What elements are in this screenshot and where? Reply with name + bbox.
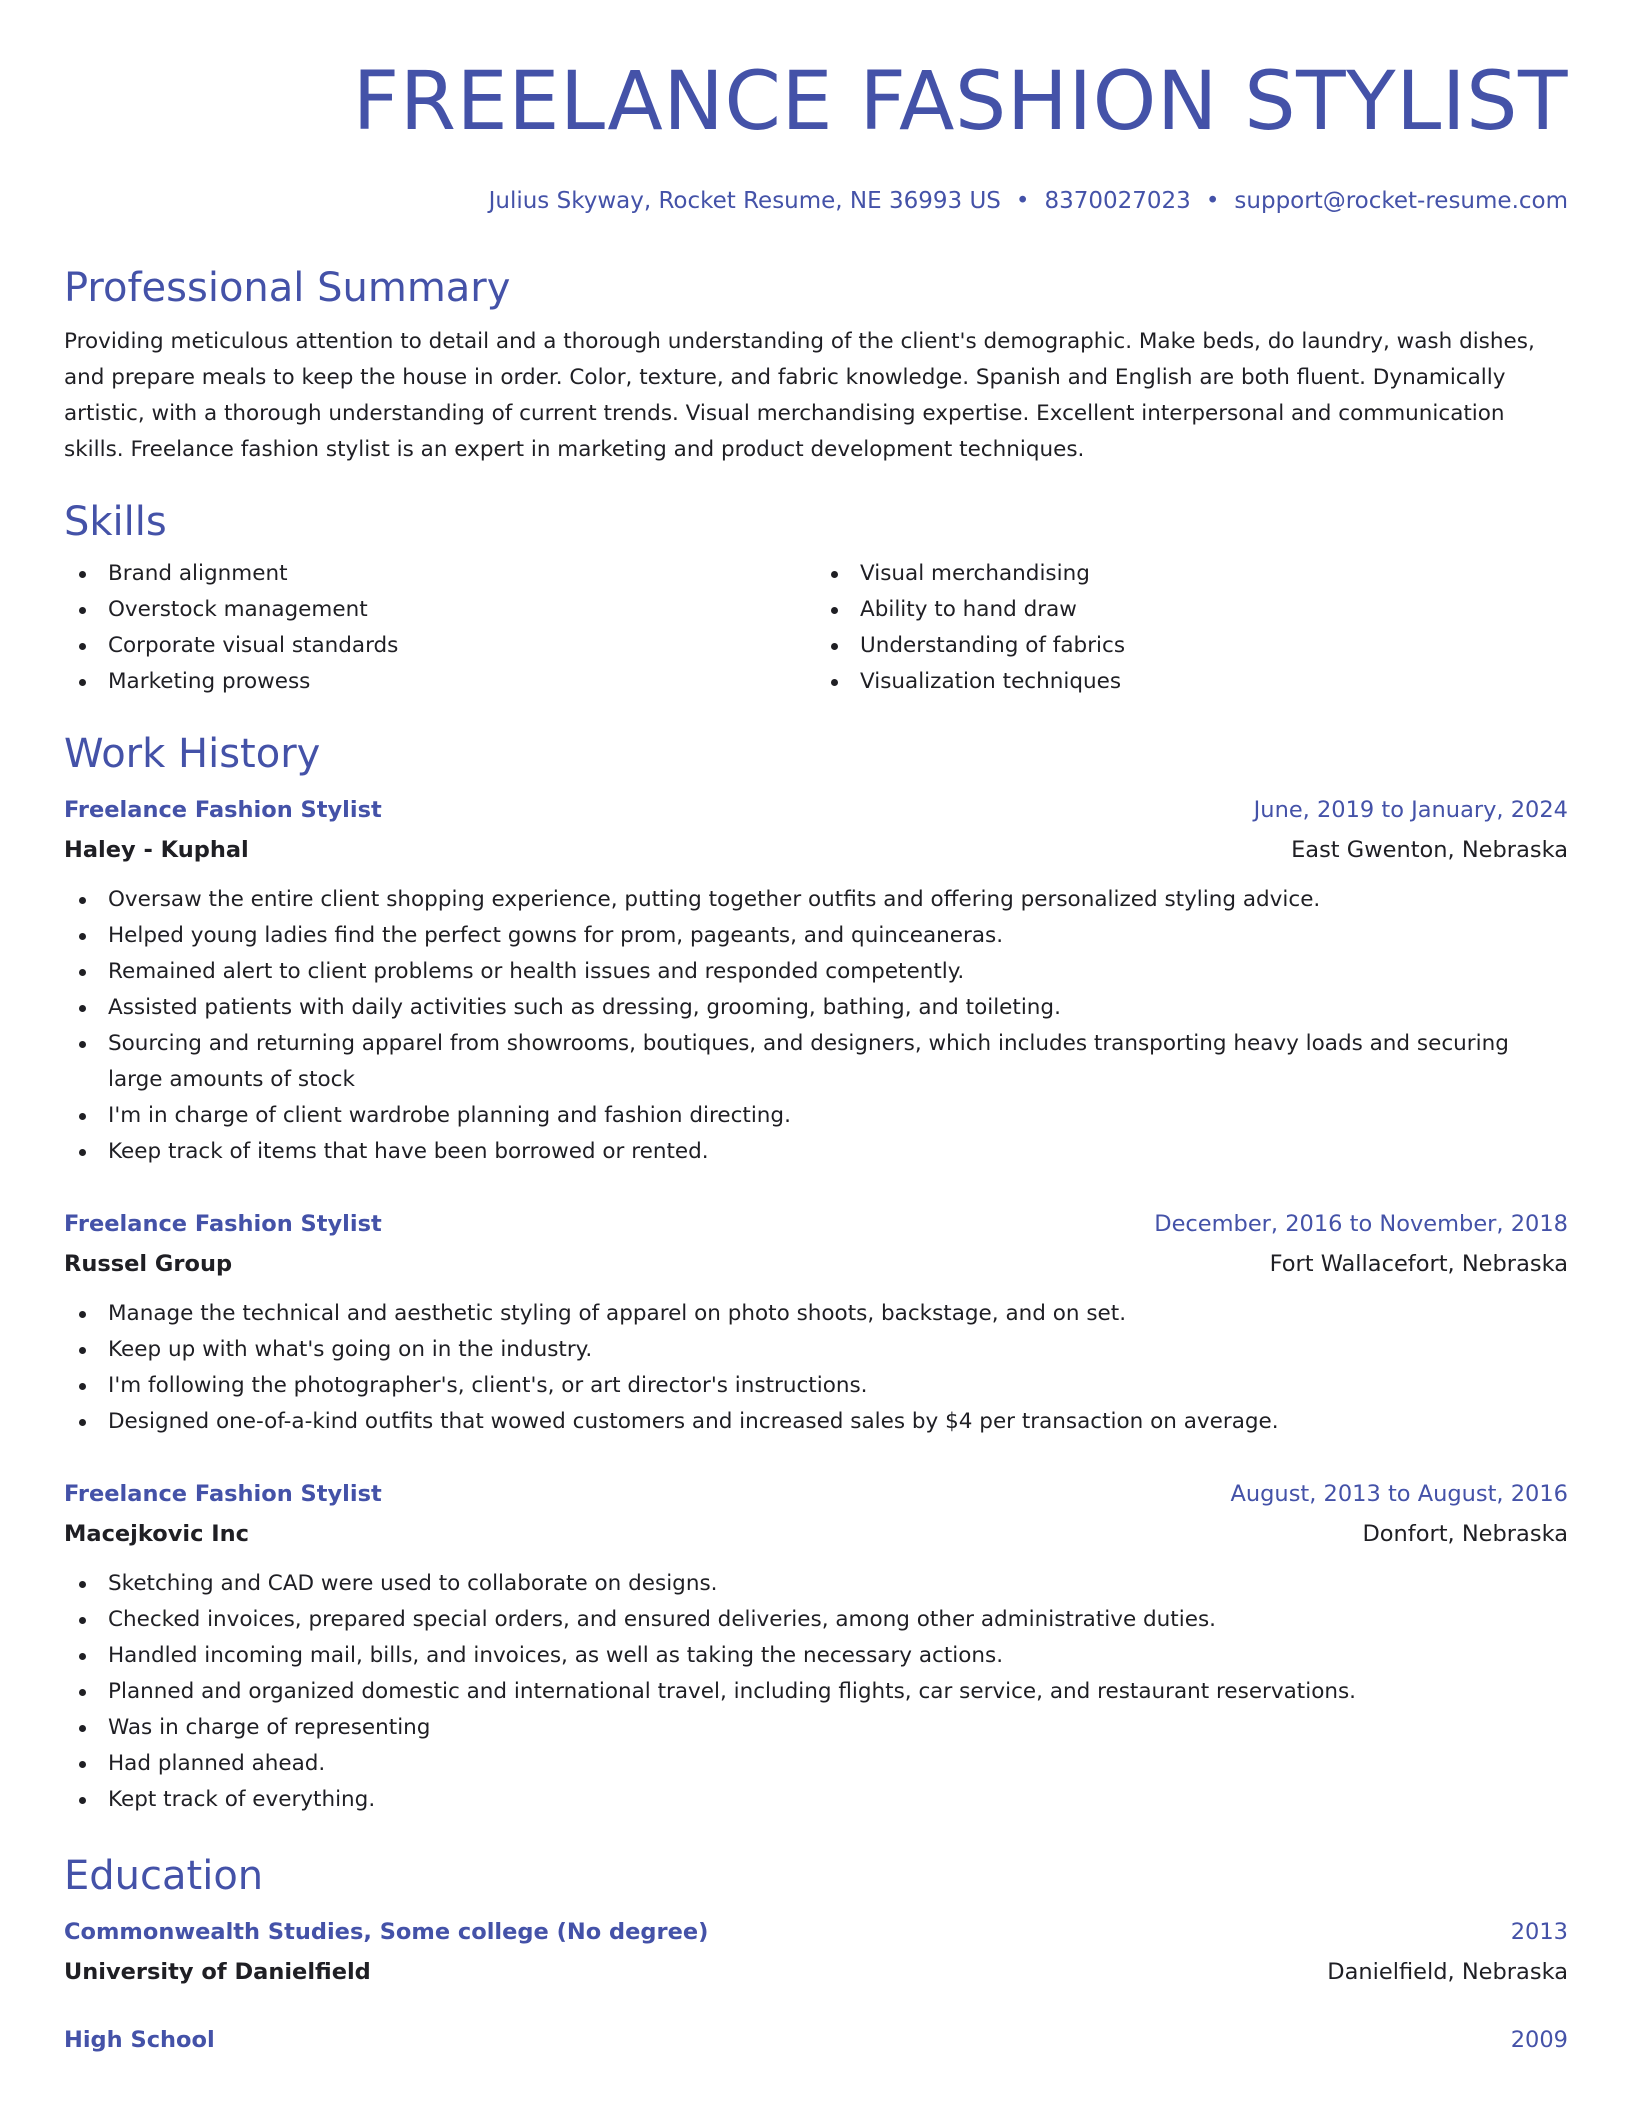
education-heading: Education — [64, 1853, 264, 1899]
job-bullet: Assisted patients with daily activities such as dressing, grooming, bathing, and toileting. — [64, 990, 1568, 1026]
job-bullet: Checked invoices, prepared special orders, and ensured deliveries, among other administrative duties. — [64, 1602, 1568, 1638]
skills-section — [64, 498, 1568, 700]
job-dates: December, 2016 to November, 2018 — [1154, 1211, 1568, 1237]
skills-column-right — [816, 556, 1568, 700]
education-section — [64, 1852, 1568, 2058]
job-title: Freelance Fashion Stylist — [64, 797, 382, 823]
job-bullet: I'm in charge of client wardrobe planning and fashion directing. — [64, 1098, 1568, 1134]
contact-phone: 8370027023 — [1044, 188, 1191, 214]
contact-address: Julius Skyway, Rocket Resume, NE 36993 US — [488, 188, 1001, 214]
job-bullet: Handled incoming mail, bills, and invoices, as well as taking the necessary actions. — [64, 1638, 1568, 1674]
summary-text: Providing meticulous attention to detail and a thorough understanding of the client's demographic. Make beds, do laundry, wash dishes, and prepare meals to keep the house in order. Color, texture, and fabric knowledge. Spanish and English are both fluent. Dynamically artistic, with a thorough understanding of current trends. Visual merchandising expertise. Excellent interpersonal and communication skills. Freelance fashion stylist is an expert in marketing and product development techniques. — [64, 329, 1535, 462]
education-degree: Commonwealth Studies, Some college (No degree) — [64, 1919, 709, 1945]
job-title: Freelance Fashion Stylist — [64, 1481, 382, 1507]
resume-title: FREELANCE FASHION STYLIST — [352, 55, 1568, 149]
skill-item: Corporate visual standards — [64, 628, 816, 664]
job-company: Russel Group — [64, 1251, 233, 1277]
job-bullet: Sourcing and returning apparel from showrooms, boutiques, and designers, which includes transporting heavy loads and securing large amounts of stock — [64, 1026, 1568, 1098]
skill-item: Visualization techniques — [816, 664, 1568, 700]
job-entry — [64, 792, 1568, 1170]
job-entry — [64, 1206, 1568, 1440]
job-bullet: Keep track of items that have been borrowed or rented. — [64, 1134, 1568, 1170]
contact-separator: • — [1015, 188, 1030, 214]
education-school: University of Danielfield — [64, 1959, 371, 1985]
skill-item: Understanding of fabrics — [816, 628, 1568, 664]
job-entry — [64, 1476, 1568, 1818]
job-dates: August, 2013 to August, 2016 — [1230, 1481, 1568, 1507]
summary-heading: Professional Summary — [64, 265, 511, 311]
contact-email[interactable]: support@rocket-resume.com — [1234, 188, 1568, 214]
job-bullet: Manage the technical and aesthetic styling of apparel on photo shoots, backstage, and on set. — [64, 1296, 1568, 1332]
education-entry — [64, 2022, 1568, 2058]
job-bullet: Had planned ahead. — [64, 1746, 1568, 1782]
contact-separator: • — [1205, 188, 1220, 214]
skills-grid — [64, 556, 1568, 700]
job-bullet: Keep up with what's going on in the industry. — [64, 1332, 1568, 1368]
education-degree: High School — [64, 2027, 215, 2053]
job-bullet: Kept track of everything. — [64, 1782, 1568, 1818]
job-bullet: I'm following the photographer's, client's, or art director's instructions. — [64, 1368, 1568, 1404]
skill-item: Marketing prowess — [64, 664, 816, 700]
job-location: Fort Wallacefort, Nebraska — [1269, 1251, 1568, 1277]
job-bullet: Planned and organized domestic and international travel, including flights, car service, and restaurant reservations. — [64, 1674, 1568, 1710]
job-bullet: Oversaw the entire client shopping experience, putting together outfits and offering personalized styling advice. — [64, 882, 1568, 918]
job-bullet: Helped young ladies find the perfect gowns for prom, pageants, and quinceaneras. — [64, 918, 1568, 954]
education-year: 2013 — [1510, 1919, 1568, 1945]
contact-line — [64, 186, 1568, 216]
job-bullet: Sketching and CAD were used to collaborate on designs. — [64, 1566, 1568, 1602]
skill-item: Brand alignment — [64, 556, 816, 592]
job-location: Donfort, Nebraska — [1362, 1521, 1568, 1547]
skills-column-left — [64, 556, 816, 700]
job-title: Freelance Fashion Stylist — [64, 1211, 382, 1237]
skills-heading: Skills — [64, 499, 167, 545]
education-location: Danielfield, Nebraska — [1327, 1959, 1568, 1985]
skill-item: Ability to hand draw — [816, 592, 1568, 628]
education-entry — [64, 1914, 1568, 1990]
job-company: Haley - Kuphal — [64, 837, 249, 863]
work-history-section — [64, 730, 1568, 1818]
education-year: 2009 — [1510, 2027, 1568, 2053]
skill-item: Visual merchandising — [816, 556, 1568, 592]
job-location: East Gwenton, Nebraska — [1291, 837, 1568, 863]
work-history-heading: Work History — [64, 731, 321, 777]
job-company: Macejkovic Inc — [64, 1521, 249, 1547]
job-bullet: Remained alert to client problems or health issues and responded competently. — [64, 954, 1568, 990]
skill-item: Overstock management — [64, 592, 816, 628]
job-dates: June, 2019 to January, 2024 — [1253, 797, 1568, 823]
summary-section — [64, 264, 1568, 468]
job-bullet: Designed one-of-a-kind outfits that wowed customers and increased sales by $4 per transaction on average. — [64, 1404, 1568, 1440]
job-bullet: Was in charge of representing — [64, 1710, 1568, 1746]
